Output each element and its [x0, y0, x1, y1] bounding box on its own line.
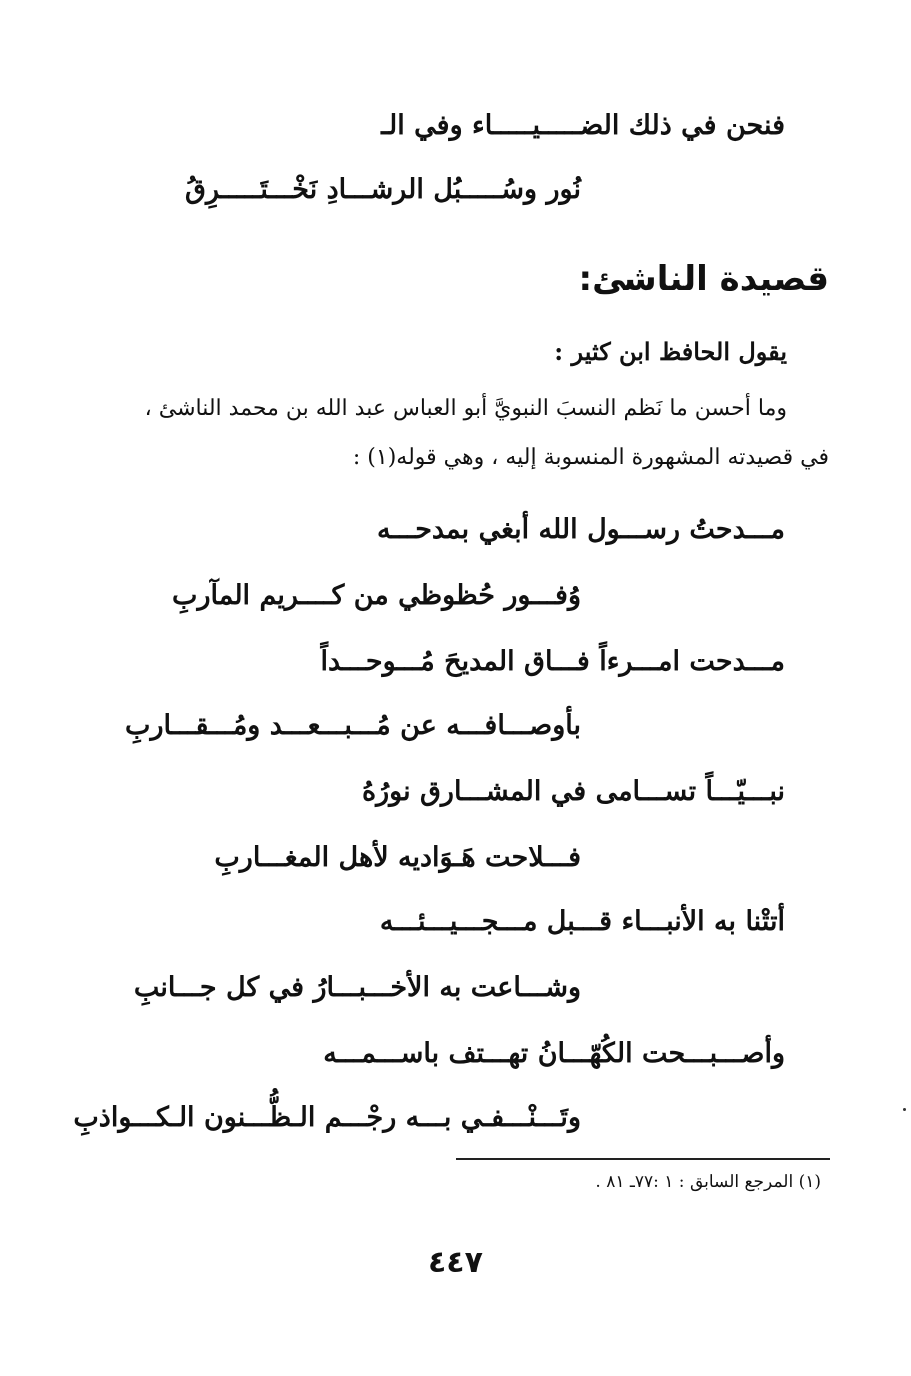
page-number: ٤٤٧ — [428, 1245, 483, 1280]
intro-paragraph-line-1: وما أحسن ما نَظم النسبَ النبويَّ أبو العباس عبد الله بن محمد الناشئ ، — [144, 396, 787, 421]
poem-verse-4-second-hemistich: وشـــاعت به الأخـــبـــارُ في كل جـــانبِ — [133, 972, 581, 1003]
opening-verse-line-1: فنحن في ذلك الضـــــيـــــاء وفي الـ — [381, 110, 785, 141]
section-heading: قصيدة الناشئ: — [578, 259, 829, 299]
opening-verse-line-2: نُور وسُـــــبُل الرشـــادِ نَخْـــتَـــــرِقُ — [185, 174, 581, 205]
intro-paragraph-line-2: في قصيدته المشهورة المنسوبة إليه ، وهي قوله(١) : — [352, 445, 829, 470]
poem-verse-2-first-hemistich: مـــدحت امـــرءاً فـــاق المديحَ مُـــوحـــداً — [320, 646, 785, 677]
poem-verse-4-first-hemistich: أتتْنا به الأنبـــاء قـــبل مـــجـــيـــئـــه — [379, 906, 785, 937]
footnote: (١) المرجع السابق : ١ :٧٧ـ ٨١ . — [595, 1172, 821, 1192]
footnote-separator — [456, 1158, 830, 1160]
poem-verse-5-second-hemistich: وتَـــنْـــفـي بـــه رجْـــم الـظُّـــنون الـكـــواذبِ — [73, 1102, 581, 1133]
poem-verse-1-first-hemistich: مـــدحتُ رســـول الله أبغي بمدحـــه — [376, 514, 785, 545]
poem-verse-1-second-hemistich: وُفـــور حُظوظي من كــــريم المآربِ — [172, 580, 581, 611]
poem-verse-2-second-hemistich: بأوصـــافـــه عن مُـــبـــعـــد ومُـــقـــاربِ — [125, 710, 581, 741]
poem-verse-5-first-hemistich: وأصـــبـــحت الكُهّـــانُ تهـــتف باســـمـــه — [323, 1038, 785, 1069]
scan-speck — [903, 1108, 906, 1111]
attribution-line: يقول الحافظ ابن كثير : — [554, 337, 787, 366]
poem-verse-3-first-hemistich: نبـــيّـــاً تســـامى في المشـــارق نورُهُ — [361, 776, 785, 807]
poem-verse-3-second-hemistich: فـــلاحت هَـوَاديه لأهل المغـــاربِ — [214, 842, 581, 873]
